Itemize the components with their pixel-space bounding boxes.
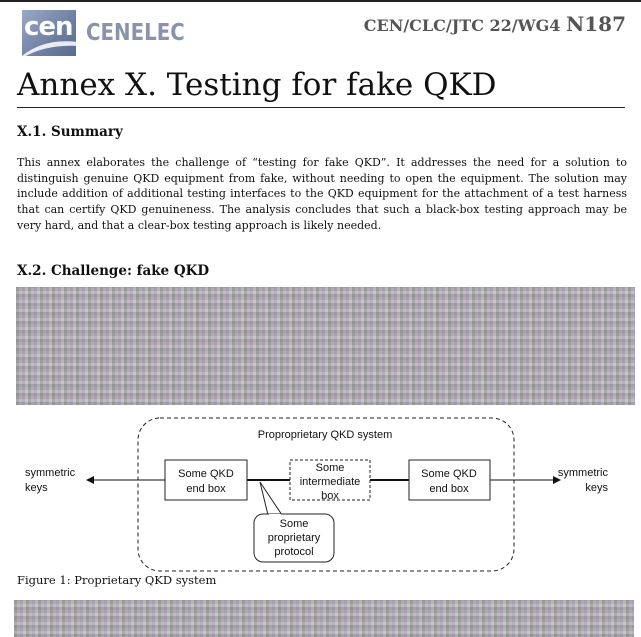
callout-label-line: protocol [274, 546, 314, 558]
redacted-image-region [16, 287, 635, 405]
right-box-label-line: Some QKD [421, 468, 477, 480]
callout-pointer [260, 482, 282, 515]
document-reference [364, 12, 626, 36]
logo-swoosh-icon [22, 36, 78, 58]
qkd-diagram [0, 410, 641, 580]
cen-logo-text: cen [24, 12, 73, 42]
left-box-label-line: Some QKD [178, 468, 234, 480]
middle-box-label-line: intermediate [299, 476, 361, 488]
document-code: CEN/CLC/JTC 22/WG4 [363, 16, 561, 35]
callout-label-line: Some [279, 518, 309, 530]
paragraph-line: of additional testing interfaces to the QKD equipment for the attachment of a test harness that can certify QKD [17, 187, 627, 217]
middle-box-label-line: Some [315, 462, 345, 474]
page-title: Annex X. Testing for fake QKD [17, 66, 625, 108]
qkd-system-figure [0, 410, 641, 580]
cenelec-logo-text: CENELEC [86, 20, 185, 46]
cen-cenelec-logo [22, 10, 185, 58]
paragraph-line: genuine QKD equipment from fake, without needing to open the equipment. The solution may include addition [17, 171, 627, 201]
system-label: Proproprietary QKD system [257, 429, 393, 441]
left-keys-label-line: symmetric [25, 467, 76, 479]
middle-box-label-line: box [321, 490, 339, 502]
paragraph-line: This annex elaborates the challenge of “testing for fake QKD”. It addresses the need for a solution to distinguish [17, 156, 627, 185]
callout-label-line: proprietary [267, 532, 321, 544]
paragraph-line: genuineness. The analysis concludes that such a black-box testing approach may be very hard, and that a clear- [17, 203, 627, 232]
figure-caption: Figure 1: Proprietary QKD system [17, 573, 217, 587]
right-box-label-line: end box [429, 483, 469, 495]
section-heading-challenge: X.2. Challenge: fake QKD [17, 263, 210, 279]
left-box-label-line: end box [186, 483, 226, 495]
left-keys-label-line: keys [25, 482, 48, 494]
top-rule [0, 0, 641, 2]
section-heading-summary: X.1. Summary [17, 124, 123, 140]
paragraph-line: box testing approach is likely needed. [169, 218, 382, 232]
summary-paragraph [17, 155, 627, 234]
document-number: N187 [565, 12, 626, 36]
right-keys-label-line: symmetric [557, 467, 608, 479]
right-keys-label-line: keys [585, 482, 608, 494]
redacted-image-region [14, 600, 634, 637]
